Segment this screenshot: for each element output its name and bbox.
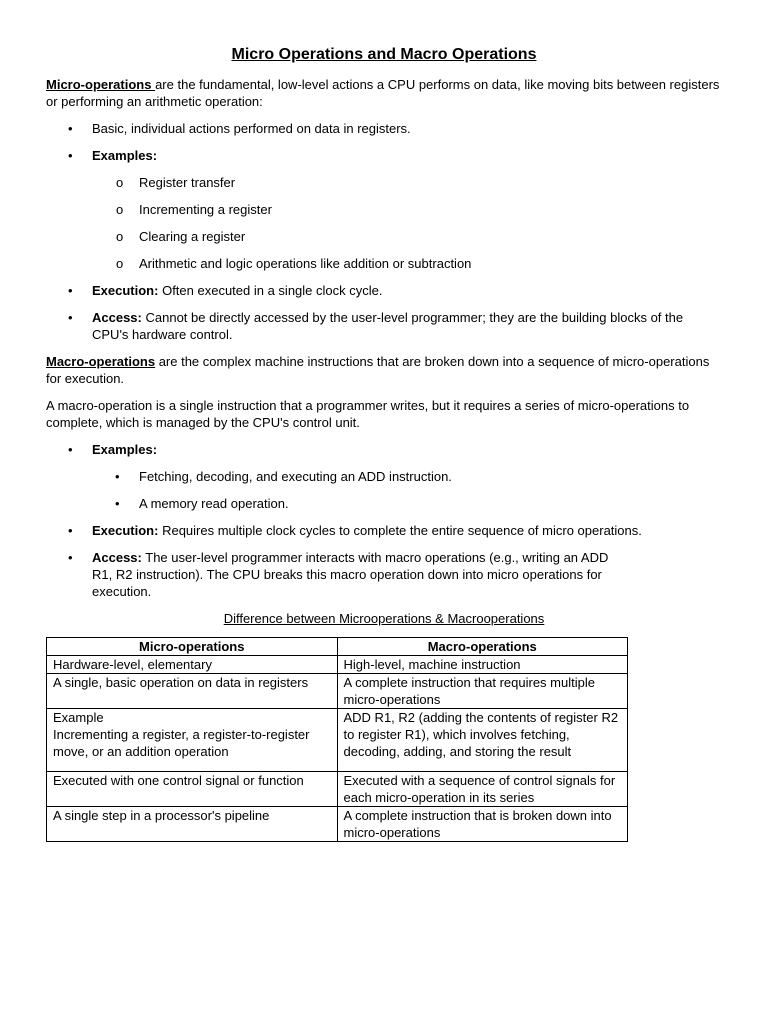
micro-examples-label: Examples: (92, 148, 158, 163)
list-item (46, 120, 722, 137)
bullet-icon: • (115, 496, 120, 511)
list-item (46, 522, 722, 539)
comparison-table (46, 637, 628, 842)
micro-bullet-list (46, 120, 722, 343)
micro-term: Micro-operations (46, 77, 156, 92)
micro-example-text: Incrementing a register (139, 202, 272, 217)
table-cell: ADD R1, R2 (adding the contents of register R2 to register R1), which involves fetching, decoding, adding, and storing the result (337, 709, 628, 772)
table-caption: Difference between Microoperations & Macrooperations (223, 611, 545, 626)
macro-examples-label: Examples: (92, 442, 158, 457)
macro-bullet-list (46, 441, 722, 600)
table-cell: High-level, machine instruction (337, 656, 628, 674)
list-item (92, 495, 722, 512)
bullet-icon: • (68, 283, 73, 298)
micro-execution-label: Execution: (92, 283, 159, 298)
table-header-cell: Micro-operations (47, 638, 338, 656)
page-title: Micro Operations and Macro Operations (231, 46, 537, 63)
micro-example-text: Register transfer (139, 175, 236, 190)
list-item (92, 201, 722, 218)
bullet-icon: • (68, 310, 73, 325)
macro-intro-paragraph (46, 353, 722, 387)
table-cell: A complete instruction that is broken down into micro-operations (337, 807, 628, 842)
micro-access-label: Access: (92, 310, 142, 325)
micro-example-text: Arithmetic and logic operations like addition or subtraction (139, 256, 472, 271)
table-cell: A single step in a processor's pipeline (47, 807, 338, 842)
table-row (47, 709, 628, 772)
table-header-row (47, 638, 628, 656)
macro-example-text: Fetching, decoding, and executing an ADD instruction. (139, 469, 452, 484)
table-cell: Executed with a sequence of control signals for each micro-operation in its series (337, 772, 628, 807)
table-row (47, 772, 628, 807)
macro-term: Macro-operations (46, 354, 156, 369)
micro-intro-text: are the fundamental, low-level actions a CPU performs on data, like moving bits between registers or performing an arithmetic operation: (46, 77, 720, 109)
micro-bullet-text: Basic, individual actions performed on data in registers. (92, 121, 411, 136)
list-item (92, 468, 722, 485)
circle-bullet-icon: o (116, 202, 124, 217)
table-cell: A complete instruction that requires multiple micro-operations (337, 674, 628, 709)
bullet-icon: • (115, 469, 120, 484)
table-cell: Hardware-level, elementary (47, 656, 338, 674)
circle-bullet-icon: o (116, 256, 124, 271)
macro-access-label: Access: (92, 550, 142, 565)
table-cell: A single, basic operation on data in registers (47, 674, 338, 709)
table-header-cell: Macro-operations (337, 638, 628, 656)
micro-access-text: Cannot be directly accessed by the user-level programmer; they are the building blocks of the CPU's hardware control. (92, 310, 684, 342)
macro-intro-text: are the complex machine instructions that are broken down into a sequence of micro-operations for execution. (46, 354, 710, 386)
macro-execution-text: Requires multiple clock cycles to complete the entire sequence of micro operations. (158, 523, 642, 538)
bullet-icon: • (68, 550, 73, 565)
table-cell: Example Incrementing a register, a register-to-register move, or an addition operation (47, 709, 338, 772)
table-row (47, 656, 628, 674)
list-item (46, 282, 722, 299)
bullet-icon: • (68, 442, 73, 457)
circle-bullet-icon: o (116, 229, 124, 244)
macro-access-text: The user-level programmer interacts with macro operations (e.g., writing an ADD R1, R2 instruction). The CPU breaks this macro operation down into micro operations for execution. (92, 550, 609, 599)
circle-bullet-icon: o (116, 175, 124, 190)
list-item (92, 228, 722, 245)
macro-examples-list (92, 468, 722, 512)
micro-intro-paragraph (46, 76, 722, 110)
table-row (47, 674, 628, 709)
list-item (92, 174, 722, 191)
table-row (47, 807, 628, 842)
list-item (46, 147, 722, 272)
table-cell: Executed with one control signal or function (47, 772, 338, 807)
list-item (92, 255, 722, 272)
macro-execution-label: Execution: (92, 523, 159, 538)
list-item (46, 441, 722, 512)
macro-example-text: A memory read operation. (139, 496, 289, 511)
macro-paragraph: A macro-operation is a single instruction that a programmer writes, but it requires a series of micro-operations to complete, which is managed by the CPU's control unit. (46, 398, 690, 430)
list-item (46, 309, 722, 343)
document-page (46, 45, 722, 842)
micro-example-text: Clearing a register (139, 229, 246, 244)
micro-examples-list (92, 174, 722, 272)
bullet-icon: • (68, 121, 73, 136)
bullet-icon: • (68, 148, 73, 163)
micro-execution-text: Often executed in a single clock cycle. (158, 283, 383, 298)
list-item (46, 549, 722, 600)
bullet-icon: • (68, 523, 73, 538)
